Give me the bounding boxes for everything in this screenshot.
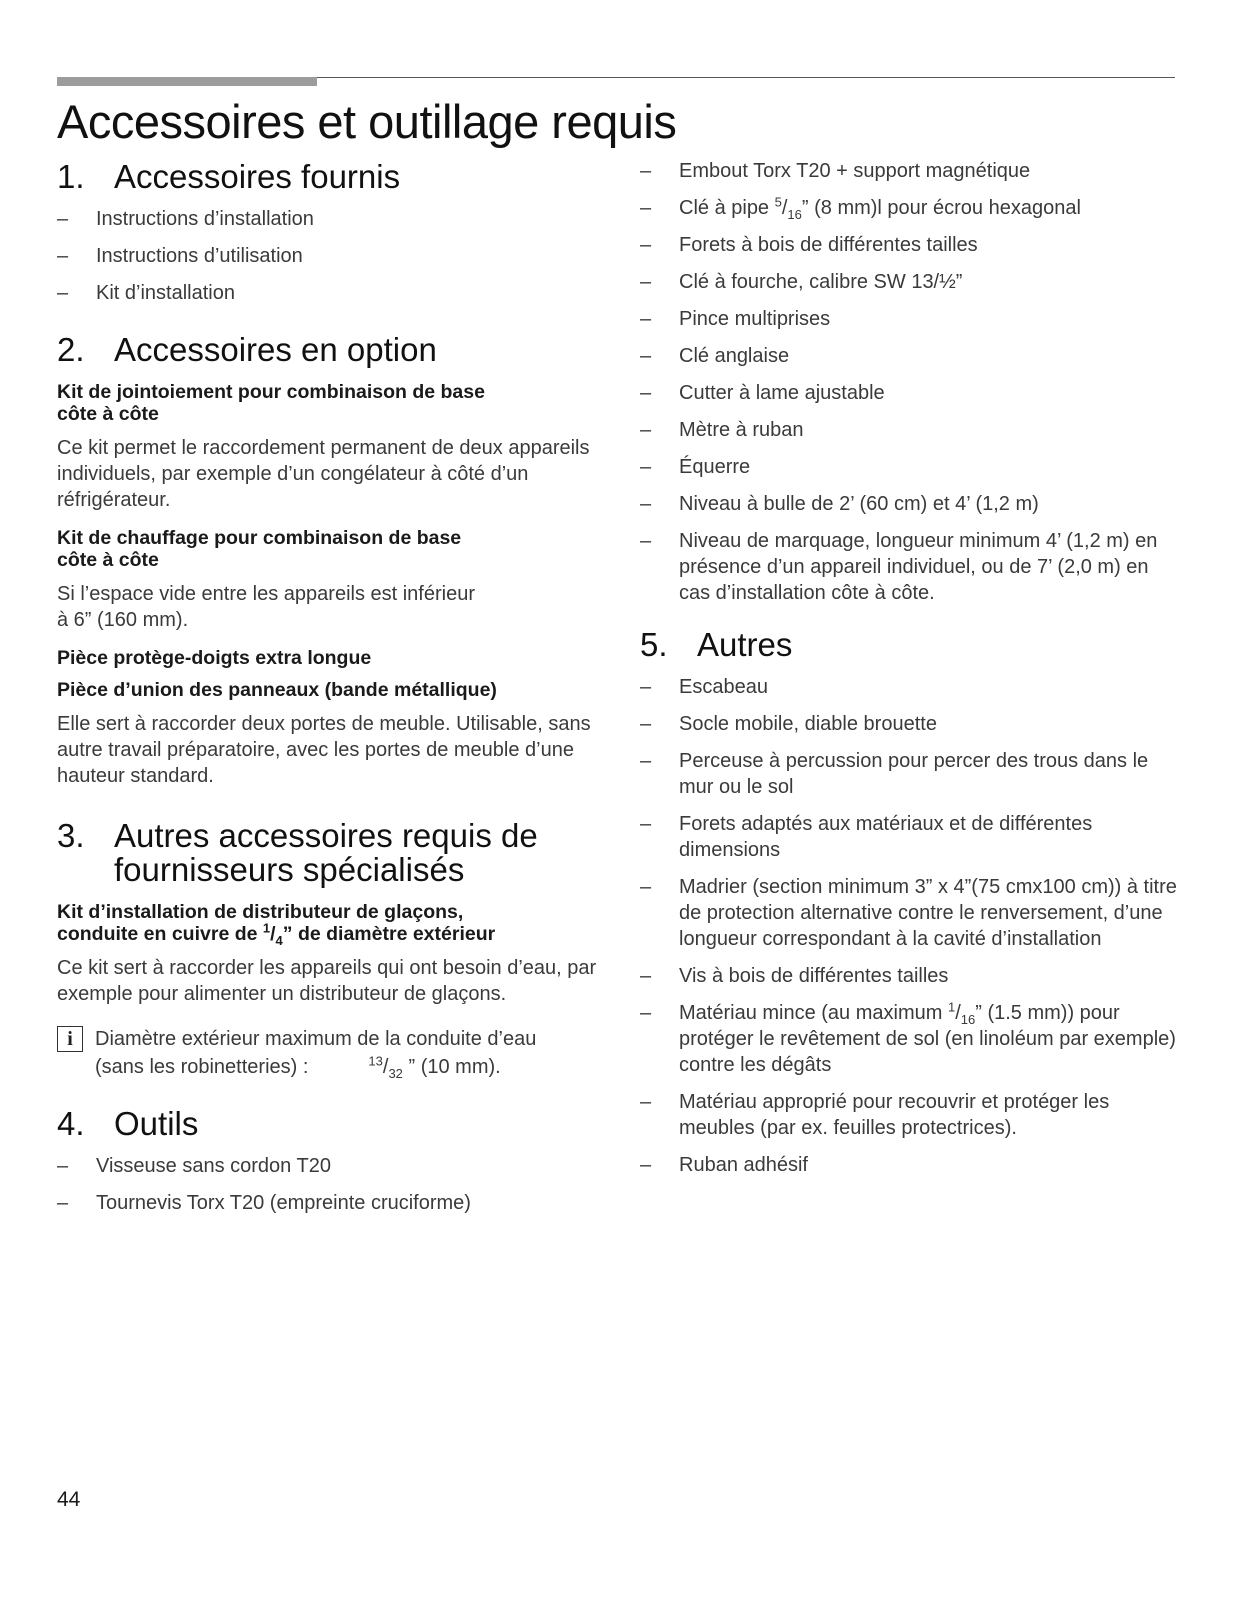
subheading: Pièce protège-doigts extra longue (57, 647, 372, 669)
list-item: – Ruban adhésif (640, 1154, 808, 1176)
dash-bullet: – (640, 750, 652, 772)
dash-bullet: – (640, 308, 652, 330)
list-item: – Forets adaptés aux matériaux et de différentes dimensions (640, 813, 1093, 861)
info-icon: i (57, 1026, 83, 1052)
section-title: Outils (114, 1105, 199, 1142)
dash-bullet: – (57, 1155, 69, 1177)
subheading: Kit de jointoiement pour combinaison de base côte à côte (57, 381, 485, 425)
subheading: Pièce d’union des panneaux (bande métallique) (57, 679, 497, 701)
dash-bullet: – (640, 160, 652, 182)
list-item: – Madrier (section minimum 3” x 4”(75 cmx100 cm)) à titre de protection alternative contre le renversement, d’une longueur correspondant à la cavité d’installation (640, 876, 1177, 950)
paragraph: Si l’espace vide entre les appareils est inférieur à 6” (160 mm). (57, 583, 475, 631)
dash-bullet: – (640, 676, 652, 698)
section-outils (57, 1107, 597, 1216)
list-outils-left (57, 1153, 597, 1216)
dash-bullet: – (640, 713, 652, 735)
dash-bullet: – (57, 1192, 69, 1214)
right-column (640, 158, 1180, 1189)
dash-bullet: – (640, 965, 652, 987)
dash-bullet: – (640, 382, 652, 404)
list-item: – Visseuse sans cordon T20 (57, 1155, 331, 1177)
info-note (57, 1025, 597, 1081)
section-title: Autres (697, 626, 793, 663)
subheading: Kit d’installation de distributeur de glaçons, conduite en cuivre de $^1/_4$” de diamètre extérieur (57, 901, 496, 948)
list-item: – Instructions d’utilisation (57, 245, 303, 267)
dash-bullet: – (640, 1091, 652, 1113)
section-accessoires-fournis (57, 160, 597, 306)
dash-bullet: – (57, 208, 69, 230)
list-item: – Niveau à bulle de 2’ (60 cm) et 4’ (1,2 m) (640, 493, 1039, 515)
section-number: 1. (57, 158, 85, 195)
page-number: 44 (57, 1488, 81, 1511)
list-autres (640, 674, 1180, 1178)
dash-bullet: – (57, 282, 69, 304)
section-autres (640, 628, 1180, 1178)
list-item: – Matériau mince (au maximum $^1/_{16}$” (1.5 mm)) pour protéger le revêtement de sol (en linoléum par exemple) contre les dégâts (640, 999, 1176, 1076)
dash-bullet: – (640, 1154, 652, 1176)
section-number: 3. (57, 817, 85, 854)
dash-bullet: – (57, 245, 69, 267)
list-item: – Clé à pipe $^5/_{16}$” (8 mm)l pour écrou hexagonal (640, 194, 1081, 222)
list-item: – Instructions d’installation (57, 208, 314, 230)
section-number: 2. (57, 331, 85, 368)
list-item: – Embout Torx T20 + support magnétique (640, 160, 1031, 182)
dash-bullet: – (640, 456, 652, 478)
section-number: 4. (57, 1105, 85, 1142)
section-number: 5. (640, 626, 668, 663)
list-item: – Clé anglaise (640, 345, 790, 367)
dash-bullet: – (640, 419, 652, 441)
list-item: – Perceuse à percussion pour percer des trous dans le mur ou le sol (640, 750, 1149, 798)
list-accessoires-fournis (57, 206, 597, 306)
page-title: Accessoires et outillage requis (57, 95, 677, 148)
dash-bullet: – (640, 271, 652, 293)
dash-bullet: – (640, 234, 652, 256)
list-item: – Matériau approprié pour recouvrir et protéger les meubles (par ex. feuilles protectrices). (640, 1091, 1110, 1139)
section-accessoires-option (57, 333, 597, 789)
list-item: – Clé à fourche, calibre SW 13/½” (640, 271, 963, 293)
list-item: – Équerre (640, 456, 751, 478)
left-column (57, 160, 597, 1227)
note-text: Diamètre extérieur maximum de la conduite d’eau (sans les robinetteries) : $^{13}/_{32}$ ” (10 mm). (95, 1028, 537, 1081)
paragraph: Elle sert à raccorder deux portes de meuble. Utilisable, sans autre travail préparatoire, avec les portes de meuble d’une hauteur standard. (57, 713, 591, 787)
list-item: – Kit d’installation (57, 282, 235, 304)
list-item: – Pince multiprises (640, 308, 831, 330)
list-item: – Mètre à ruban (640, 419, 804, 441)
section-title: Accessoires fournis (114, 158, 401, 195)
paragraph: Ce kit permet le raccordement permanent de deux appareils individuels, par exemple d’un congélateur à côté d’un réfrigérateur. (57, 437, 590, 511)
dash-bullet: – (640, 813, 652, 835)
dash-bullet: – (640, 1002, 652, 1024)
paragraph: Ce kit sert à raccorder les appareils qui ont besoin d’eau, par exemple pour alimenter un distributeur de glaçons. (57, 957, 597, 1005)
section-title: Accessoires en option (114, 331, 437, 368)
list-item: – Forets à bois de différentes tailles (640, 234, 978, 256)
subheading: Kit de chauffage pour combinaison de base côte à côte (57, 527, 462, 571)
list-item: – Vis à bois de différentes tailles (640, 965, 949, 987)
list-item: – Escabeau (640, 676, 768, 698)
list-item: – Socle mobile, diable brouette (640, 713, 937, 735)
list-item: – Niveau de marquage, longueur minimum 4’ (1,2 m) en présence d’un appareil individuel, ou de 7’ (2,0 m) en cas d’installation côte à côte. (640, 530, 1158, 604)
dash-bullet: – (640, 493, 652, 515)
dash-bullet: – (640, 345, 652, 367)
dash-bullet: – (640, 876, 652, 898)
list-item: – Tournevis Torx T20 (empreinte cruciforme) (57, 1192, 471, 1214)
section-title: Autres accessoires requis de fournisseurs spécialisés (114, 817, 538, 888)
top-rule-accent (57, 77, 317, 86)
dash-bullet: – (640, 197, 652, 219)
list-outils-right (640, 158, 1180, 606)
list-item: – Cutter à lame ajustable (640, 382, 885, 404)
section-autres-accessoires (57, 819, 597, 1081)
dash-bullet: – (640, 530, 652, 552)
